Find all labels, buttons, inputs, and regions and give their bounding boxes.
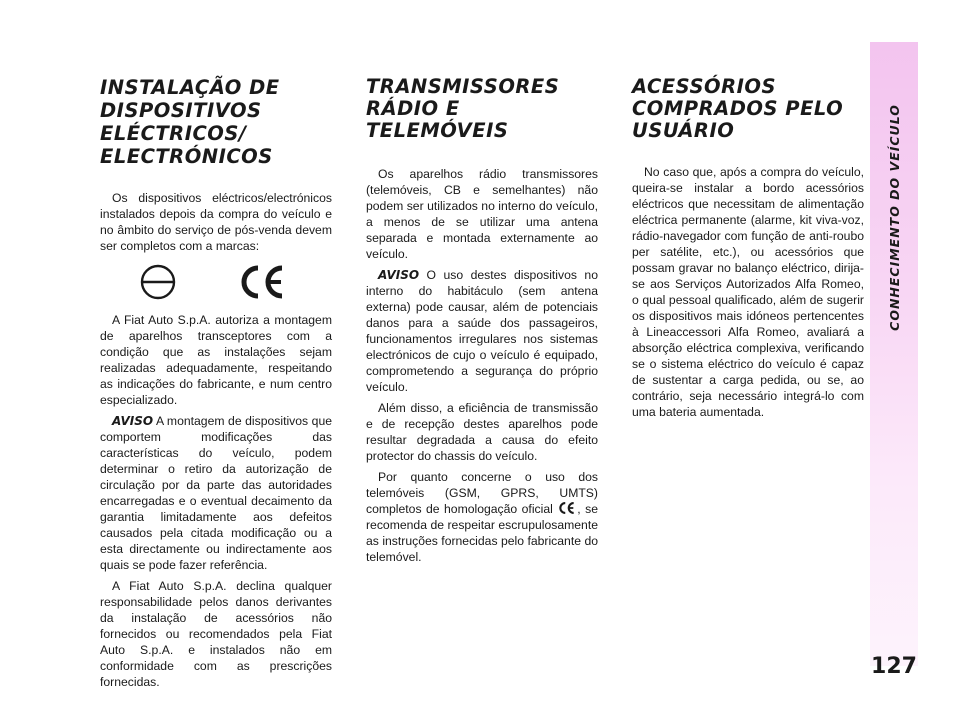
paragraph: A Fiat Auto S.p.A. autoriza a montagem de aparelhos transceptores com a condição que as instalações sejam realizadas adequadamente, respeitando as indicações do fabricante, e num centro especializado. — [100, 313, 332, 407]
section-title: CONHECIMENTO DO VEÍCULO — [886, 103, 902, 331]
heading-line: ACESSÓRIOS — [632, 75, 776, 98]
heading-electrical-devices — [100, 76, 332, 168]
warning-label: AVISO — [112, 414, 154, 428]
section-title-wrap — [870, 102, 918, 332]
column-electrical-devices — [100, 76, 332, 695]
e-mark-icon — [138, 262, 178, 302]
column-accessories — [632, 76, 864, 425]
page-number: 127 — [871, 654, 917, 679]
heading-accessories — [632, 76, 864, 142]
ce-mark-icon — [238, 262, 288, 302]
section-sidebar — [870, 42, 918, 679]
paragraph-with-ce-mark — [366, 469, 598, 565]
warning-text: O uso destes dispositivos no interno do habitáculo (sem antena externa) pode causar, além de potenciais danos para a saúde dos passageiros, funcionamentos irregulares nos sistemas electrónicos de cujo o veículo é equipado, comprometendo a segurança do próprio veículo. — [366, 268, 598, 394]
paragraph: A Fiat Auto S.p.A. declina qualquer responsabilidade pelos danos derivantes da instalação de acessórios não fornecidos ou recomendados pela Fiat Auto S.p.A. e instalados não em conformidade com as prescrições fornecidas. — [100, 579, 332, 689]
heading-line: ELÉCTRICOS/ — [100, 122, 247, 145]
heading-radio-transmitters — [366, 76, 598, 142]
warning-label: AVISO — [378, 268, 420, 282]
certification-marks — [100, 260, 332, 306]
heading-line: RÁDIO E TELEMÓVEIS — [366, 97, 509, 142]
warning-text: A montagem de dispositivos que comportem modificações das características do veículo, podem determinar o retiro da autorização de circulação por da parte das autoridades encarregadas e o eventual decaimento da garantia limitadamente aos defeitos causados pela citada modificação ou a esta directamente ou indirectamente aos quais se pode fazer referência. — [100, 414, 332, 572]
paragraph: Além disso, a eficiência de transmissão e de recepção destes aparelhos pode resultar degradada a causa do efeito protector do chassis do veículo. — [366, 401, 598, 463]
paragraph: Os aparelhos rádio transmissores (telemóveis, CB e semelhantes) não podem ser utilizados no interno do veículo, a menos de se utilizar uma antena separada e montada externamente ao veículo. — [366, 167, 598, 261]
ce-mark-icon — [557, 501, 577, 515]
heading-line: COMPRADOS PELO — [632, 97, 844, 120]
heading-line: ELECTRÓNICOS — [100, 145, 273, 168]
paragraph: No caso que, após a compra do veículo, queira-se instalar a bordo acessórios eléctricos que necessitam de alimentação eléctrica permanente (alarme, kit viva-voz, rádio-navegador com função de anti-roubo per satélite, etc.), ou acessórios que possam gravar no balanço eléctrico, dirija-se aos Serviços Autorizados Alfa Romeo, o qual pessoal qualificado, além de sugerir os dispositivos mais idóneos pertencentes à Lineaccessori Alfa Romeo, avaliará a absorção eléctrica complexiva, verificando se o sistema eléctrico do veículo é capaz de sustentar a carga pedida, ou se, ao contrário, seja necessário integrá-lo com uma bateria aumentada. — [632, 165, 864, 419]
warning-paragraph — [366, 267, 598, 395]
paragraph-text: Por quanto concerne o uso dos telemóveis (GSM, GPRS, UMTS) completos de homologação oficial — [366, 470, 598, 516]
heading-line: DISPOSITIVOS — [100, 99, 262, 122]
paragraph: Os dispositivos eléctricos/electrónicos instalados depois da compra do veículo e no âmbito do serviço de pós-venda devem ser completos com a marcas: — [100, 191, 332, 253]
warning-paragraph — [100, 413, 332, 573]
heading-line: USUÁRIO — [632, 119, 735, 142]
paragraph-text: , se recomenda de respeitar escrupulosamente as instruções fornecidas pelo fabricante do telemóvel. — [366, 502, 598, 564]
heading-line: INSTALAÇÃO DE — [100, 76, 280, 99]
column-radio-transmitters — [366, 76, 598, 570]
heading-line: TRANSMISSORES — [366, 75, 560, 98]
